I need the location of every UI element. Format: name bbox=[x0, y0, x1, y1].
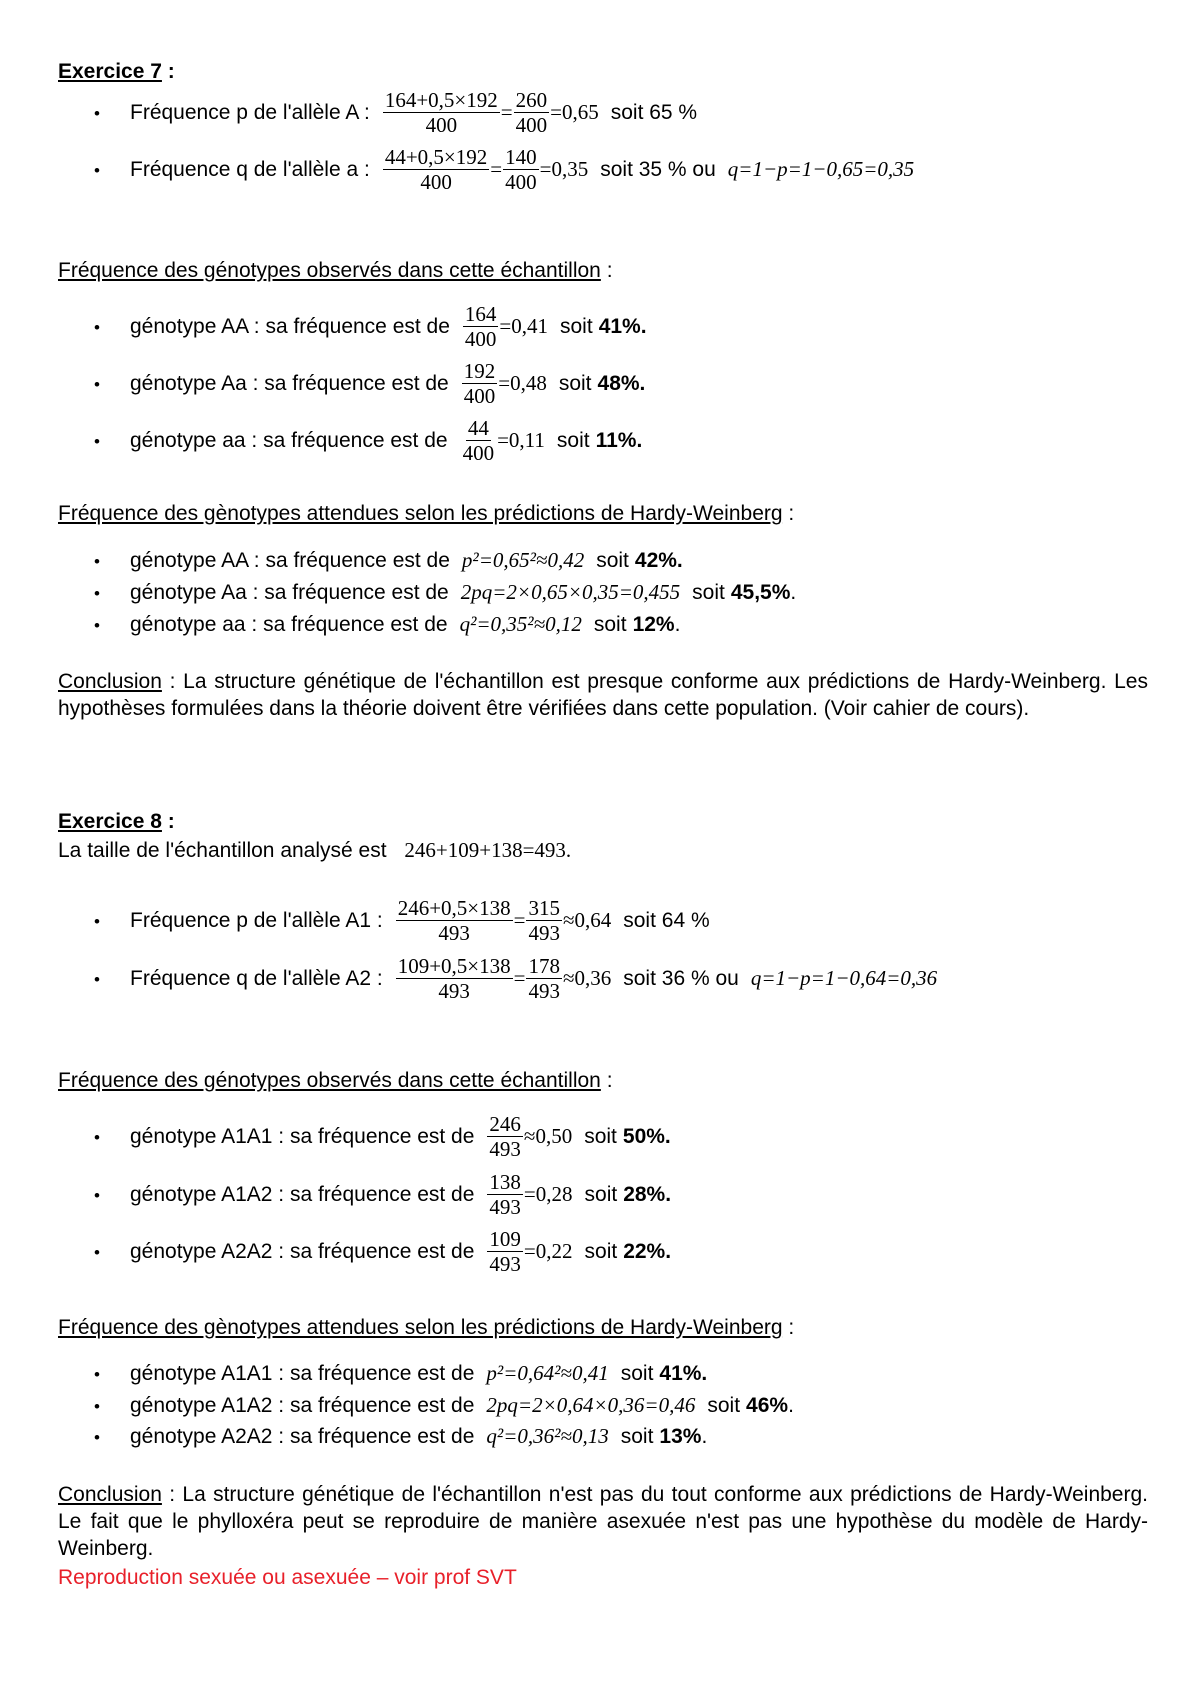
ex8-q-fraction: $\frac{109+0,5\times 138}{493}$ bbox=[397, 954, 511, 1003]
bullet-icon: • bbox=[94, 970, 100, 989]
fraction: $\frac{192}{400}$ bbox=[463, 359, 496, 408]
ex7-exp-item: génotype Aa : sa fréquence est de 2pq=2×0,65×0,35=0,455 soit 45,5% . bbox=[130, 580, 797, 604]
bullet-icon: • bbox=[94, 552, 100, 571]
ex7-p-fraction2: $\frac{260}{400}$ bbox=[515, 88, 548, 137]
ex7-exp-item: génotype aa : sa fréquence est de q²=0,35²≈0,12 soit 12% . bbox=[130, 612, 681, 636]
fraction: $\frac{246}{493}$ bbox=[489, 1112, 521, 1161]
bullet-icon: • bbox=[94, 616, 100, 635]
ex8-exp-heading: Fréquence des gènotypes attendues selon les prédictions de Hardy-Weinberg : bbox=[58, 1316, 795, 1339]
bullet-icon: • bbox=[94, 1428, 100, 1447]
ex7-obs-item: génotype aa : sa fréquence est de $\frac{44}{400}$ =0,11 soit 11%. bbox=[130, 416, 643, 465]
ex8-p-fraction: $\frac{246+0,5\times 138}{493}$ bbox=[397, 896, 511, 945]
bullet-icon: • bbox=[94, 375, 100, 394]
ex7-title: Exercice 7 : bbox=[58, 60, 175, 83]
bullet-icon: • bbox=[94, 912, 100, 931]
ex7-p-fraction: $\frac{164+0,5\times 192}{400}$ bbox=[384, 88, 498, 137]
ex7-obs-heading: Fréquence des génotypes observés dans cette échantillon : bbox=[58, 259, 613, 282]
bullet-icon: • bbox=[94, 104, 100, 123]
ex8-title: Exercice 8 : bbox=[58, 810, 175, 833]
ex8-obs-item: génotype A1A1 : sa fréquence est de $\frac{246}{493}$ ≈0,50 soit 50%. bbox=[130, 1112, 671, 1161]
ex8-p-line: Fréquence p de l'allèle A1 : $\frac{246+0,5\times 138}{493}$ = $\frac{315}{493}$ ≈0,64 soit 64 % bbox=[130, 896, 710, 945]
ex7-obs-item: génotype AA : sa fréquence est de $\frac{164}{400}$ =0,41 soit 41%. bbox=[130, 302, 647, 351]
ex8-size-line: La taille de l'échantillon analysé est 246+109+138=493. bbox=[58, 838, 572, 862]
ex8-exp-item: génotype A1A1 : sa fréquence est de p²=0,64²≈0,41 soit 41%. bbox=[130, 1361, 708, 1385]
bullet-icon: • bbox=[94, 1397, 100, 1416]
ex7-q-label: Fréquence q de l'allèle a : bbox=[130, 157, 370, 181]
ex7-obs-item: génotype Aa : sa fréquence est de $\frac{192}{400}$ =0,48 soit 48%. bbox=[130, 359, 646, 408]
ex7-q-alt: q=1−p=1−0,65=0,35 bbox=[727, 157, 915, 181]
ex7-q-fraction: $\frac{44+0,5\times 192}{400}$ bbox=[384, 145, 488, 194]
bullet-icon: • bbox=[94, 1243, 100, 1262]
ex8-q-line: Fréquence q de l'allèle A2 : $\frac{109+0,5\times 138}{493}$ = $\frac{178}{493}$ ≈0,36 soit 36 % ou q=1−p=1−0,64=0,36 bbox=[130, 954, 938, 1003]
ex8-obs-heading: Fréquence des génotypes observés dans cette échantillon : bbox=[58, 1069, 613, 1092]
fraction: $\frac{109}{493}$ bbox=[489, 1227, 521, 1276]
ex8-obs-item: génotype A2A2 : sa fréquence est de $\frac{109}{493}$ =0,22 soit 22%. bbox=[130, 1227, 672, 1276]
ex7-title-text: Exercice 7 bbox=[58, 60, 162, 83]
ex8-exp-item: génotype A2A2 : sa fréquence est de q²=0,36²≈0,13 soit 13% . bbox=[130, 1424, 708, 1448]
bullet-icon: • bbox=[94, 1365, 100, 1384]
ex8-teacher-note: Reproduction sexuée ou asexuée – voir prof SVT bbox=[58, 1566, 517, 1589]
bullet-icon: • bbox=[94, 584, 100, 603]
ex8-title-text: Exercice 8 bbox=[58, 810, 162, 833]
fraction: $\frac{164}{400}$ bbox=[464, 302, 497, 351]
ex8-conclusion: Conclusion : La structure génétique de l'échantillon n'est pas du tout conforme aux prédictions de Hardy-Weinberg. Le fait que le phylloxéra peut se reproduire de manière asexuée n'est pas une hypothèse du modèle de Hardy-Weinberg. bbox=[58, 1483, 1148, 1560]
bullet-icon: • bbox=[94, 1186, 100, 1205]
ex7-q-fraction2: $\frac{140}{400}$ bbox=[505, 145, 537, 194]
ex8-obs-item: génotype A1A2 : sa fréquence est de $\frac{138}{493}$ =0,28 soit 28%. bbox=[130, 1170, 672, 1219]
bullet-icon: • bbox=[94, 1128, 100, 1147]
ex7-exp-heading: Fréquence des gènotypes attendues selon les prédictions de Hardy-Weinberg : bbox=[58, 502, 795, 525]
bullet-icon: • bbox=[94, 432, 100, 451]
ex8-p-fraction2: $\frac{315}{493}$ bbox=[528, 896, 560, 945]
ex8-exp-item: génotype A1A2 : sa fréquence est de 2pq=2×0,64×0,36=0,46 soit 46% . bbox=[130, 1393, 794, 1417]
bullet-icon: • bbox=[94, 318, 100, 337]
ex7-exp-item: génotype AA : sa fréquence est de p²=0,65²≈0,42 soit 42%. bbox=[130, 548, 683, 572]
fraction: $\frac{44}{400}$ bbox=[462, 416, 495, 465]
fraction: $\frac{138}{493}$ bbox=[489, 1170, 521, 1219]
bullet-icon: • bbox=[94, 161, 100, 180]
ex7-q-line: Fréquence q de l'allèle a : $\frac{44+0,5\times 192}{400}$ = $\frac{140}{400}$ =0,35 soit 35 % ou q=1−p=1−0,65=0,35 bbox=[130, 145, 915, 194]
ex7-p-line: Fréquence p de l'allèle A : $\frac{164+0,5\times 192}{400}$ = $\frac{260}{400}$ =0,65 soit 65 % bbox=[130, 88, 698, 137]
ex7-p-label: Fréquence p de l'allèle A : bbox=[130, 100, 370, 124]
ex8-q-fraction2: $\frac{178}{493}$ bbox=[528, 954, 560, 1003]
ex7-conclusion: Conclusion : La structure génétique de l'échantillon est presque conforme aux prédictions de Hardy-Weinberg. Les hypothèses formulées dans la théorie doivent être vérifiées dans cette population. (Voir cahier de cours). bbox=[58, 670, 1148, 720]
